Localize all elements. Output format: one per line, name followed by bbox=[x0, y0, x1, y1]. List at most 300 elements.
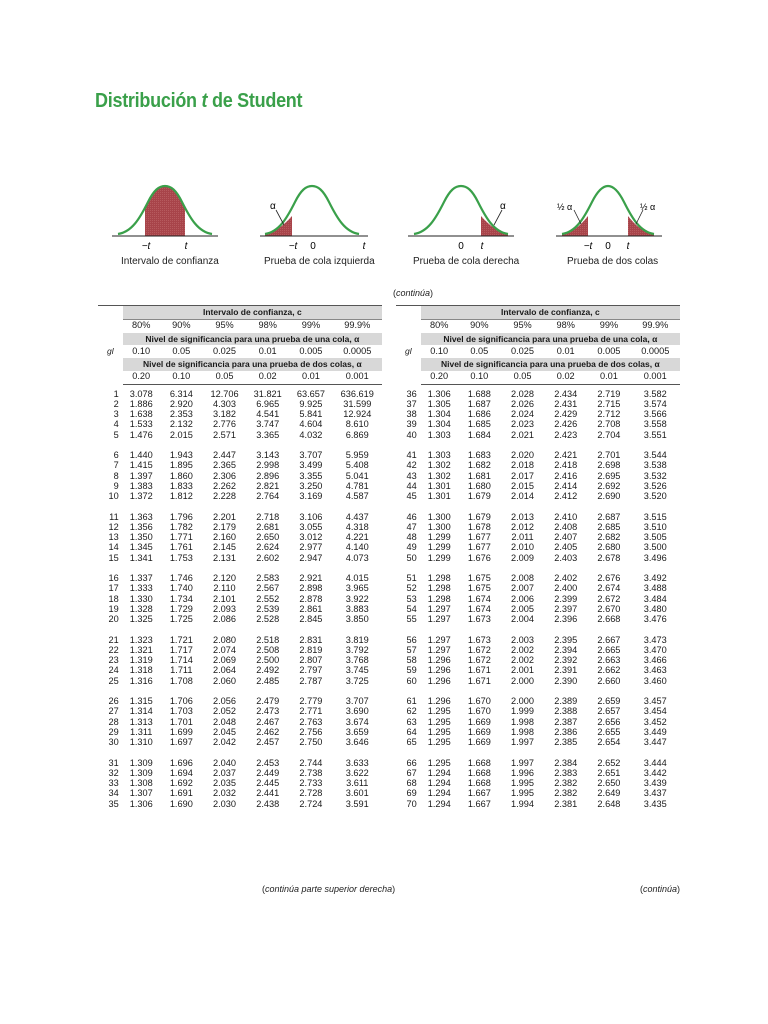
value-cell: 1.294 bbox=[427, 767, 451, 778]
df-cell: 59 bbox=[406, 665, 417, 676]
value-cell: 3.182 bbox=[213, 409, 237, 420]
table-row bbox=[396, 666, 680, 676]
df-cell: 53 bbox=[406, 593, 417, 604]
value-cell: 2.701 bbox=[597, 450, 621, 461]
two-tail-header: Nivel de significancia para una prueba de dos colas, α bbox=[421, 358, 680, 371]
value-cell: 2.414 bbox=[554, 480, 578, 491]
value-cell: 1.295 bbox=[427, 726, 451, 737]
value-cell: 1.328 bbox=[129, 603, 153, 614]
value-cell: 2.000 bbox=[511, 696, 535, 707]
table-row bbox=[396, 471, 680, 481]
value-cell: 2.391 bbox=[554, 665, 578, 676]
gl-label: gl bbox=[107, 346, 114, 357]
value-cell: 3.551 bbox=[643, 429, 667, 440]
value-cell: 1.670 bbox=[467, 696, 491, 707]
value-cell: 2.660 bbox=[597, 675, 621, 686]
value-cell: 1.721 bbox=[169, 634, 193, 645]
table-row bbox=[396, 738, 680, 748]
value-cell: 2.668 bbox=[597, 614, 621, 625]
diagram-confidence-interval bbox=[112, 186, 218, 252]
df-cell: 18 bbox=[108, 593, 119, 604]
value-cell: 2.000 bbox=[511, 675, 535, 686]
df-cell: 68 bbox=[406, 778, 417, 789]
two-tail-alpha: 0.05 bbox=[203, 371, 246, 385]
df-cell: 32 bbox=[108, 767, 119, 778]
table-row bbox=[98, 574, 382, 584]
one-tail-alpha: 0.05 bbox=[172, 345, 191, 356]
two-tail-alpha: 0.001 bbox=[333, 371, 382, 385]
value-cell: 1.886 bbox=[129, 398, 153, 409]
table-row bbox=[396, 717, 680, 727]
t-table-left bbox=[98, 305, 382, 809]
ci-level: 90% bbox=[458, 319, 501, 333]
value-cell: 1.998 bbox=[511, 716, 535, 727]
table-row bbox=[98, 543, 382, 553]
value-cell: 1.708 bbox=[169, 675, 193, 686]
df-cell: 20 bbox=[108, 614, 119, 625]
table-row bbox=[98, 461, 382, 471]
table-row bbox=[98, 512, 382, 522]
value-cell: 2.657 bbox=[597, 706, 621, 717]
value-cell: 1.682 bbox=[467, 460, 491, 471]
value-cell: 1.677 bbox=[467, 542, 491, 553]
value-cell: 3.442 bbox=[643, 767, 667, 778]
svg-text:t: t bbox=[626, 241, 630, 252]
value-cell: 2.383 bbox=[554, 767, 578, 778]
value-cell: 1.673 bbox=[467, 614, 491, 625]
value-cell: 2.384 bbox=[554, 757, 578, 768]
df-cell: 57 bbox=[406, 644, 417, 655]
value-cell: 2.012 bbox=[511, 521, 535, 532]
value-cell: 31.599 bbox=[343, 398, 372, 409]
value-cell: 2.898 bbox=[299, 583, 323, 594]
df-cell: 12 bbox=[108, 521, 119, 532]
df-cell: 7 bbox=[113, 460, 119, 471]
value-cell: 1.691 bbox=[169, 788, 193, 799]
one-tail-header: Nivel de significancia para una prueba de una cola, α bbox=[421, 333, 680, 346]
one-tail-alpha: 0.05 bbox=[470, 345, 489, 356]
value-cell: 8.610 bbox=[345, 419, 369, 430]
value-cell: 1.692 bbox=[169, 778, 193, 789]
df-cell: 51 bbox=[406, 573, 417, 584]
value-cell: 1.895 bbox=[169, 460, 193, 471]
value-cell: 1.363 bbox=[129, 511, 153, 522]
value-cell: 1.687 bbox=[467, 398, 491, 409]
value-cell: 12.706 bbox=[210, 388, 239, 399]
value-cell: 2.692 bbox=[597, 480, 621, 491]
value-cell: 2.708 bbox=[597, 419, 621, 430]
table-row bbox=[98, 604, 382, 614]
value-cell: 2.508 bbox=[256, 644, 280, 655]
table-row bbox=[98, 768, 382, 778]
value-cell: 3.466 bbox=[643, 655, 667, 666]
svg-text:0: 0 bbox=[310, 241, 316, 252]
table-row bbox=[98, 451, 382, 461]
value-cell: 2.920 bbox=[169, 398, 193, 409]
value-cell: 2.201 bbox=[213, 511, 237, 522]
value-cell: 1.729 bbox=[169, 603, 193, 614]
value-cell: 2.667 bbox=[597, 634, 621, 645]
value-cell: 1.998 bbox=[511, 726, 535, 737]
diagram-right-tail bbox=[408, 186, 514, 252]
value-cell: 1.294 bbox=[427, 788, 451, 799]
table-row bbox=[396, 389, 680, 399]
two-tail-alpha: 0.01 bbox=[289, 371, 332, 385]
df-cell: 9 bbox=[113, 480, 119, 491]
value-cell: 1.296 bbox=[427, 655, 451, 666]
table-row bbox=[396, 604, 680, 614]
value-cell: 3.707 bbox=[345, 696, 369, 707]
table-row bbox=[98, 420, 382, 430]
value-cell: 2.687 bbox=[597, 511, 621, 522]
value-cell: 1.684 bbox=[467, 429, 491, 440]
ci-level: 98% bbox=[246, 319, 289, 333]
gl-label: gl bbox=[405, 346, 412, 357]
value-cell: 3.437 bbox=[643, 788, 667, 799]
value-cell: 1.330 bbox=[129, 593, 153, 604]
value-cell: 1.711 bbox=[170, 665, 193, 676]
table-row bbox=[98, 615, 382, 625]
caption-confidence-interval: Intervalo de confianza bbox=[121, 256, 219, 267]
table-row bbox=[98, 594, 382, 604]
table-row bbox=[98, 399, 382, 409]
one-tail-alpha: 0.10 bbox=[430, 345, 449, 356]
value-cell: 2.947 bbox=[299, 552, 323, 563]
value-cell: 1.296 bbox=[427, 665, 451, 676]
value-cell: 2.672 bbox=[597, 593, 621, 604]
value-cell: 1.697 bbox=[169, 737, 193, 748]
value-cell: 2.718 bbox=[256, 511, 280, 522]
value-cell: 1.306 bbox=[129, 798, 153, 809]
table-row bbox=[98, 738, 382, 748]
df-cell: 29 bbox=[108, 726, 119, 737]
df-cell: 38 bbox=[406, 409, 417, 420]
df-cell: 40 bbox=[406, 429, 417, 440]
value-cell: 1.295 bbox=[427, 716, 451, 727]
value-cell: 2.013 bbox=[511, 511, 535, 522]
value-cell: 2.473 bbox=[256, 706, 280, 717]
value-cell: 9.925 bbox=[299, 398, 323, 409]
value-cell: 1.295 bbox=[427, 757, 451, 768]
value-cell: 2.431 bbox=[554, 398, 578, 409]
df-cell: 8 bbox=[113, 470, 119, 481]
df-cell: 67 bbox=[406, 767, 417, 778]
value-cell: 2.045 bbox=[213, 726, 237, 737]
value-cell: 1.302 bbox=[427, 460, 451, 471]
table-row bbox=[98, 492, 382, 502]
value-cell: 1.701 bbox=[169, 716, 193, 727]
svg-text:t: t bbox=[184, 241, 188, 252]
value-cell: 2.412 bbox=[554, 491, 578, 502]
two-tail-header: Nivel de significancia para una prueba de dos colas, α bbox=[123, 358, 382, 371]
value-cell: 2.040 bbox=[213, 757, 237, 768]
table-row bbox=[396, 584, 680, 594]
value-cell: 5.408 bbox=[345, 460, 369, 471]
two-tail-alpha: 0.20 bbox=[123, 371, 160, 385]
value-cell: 1.833 bbox=[169, 480, 193, 491]
value-cell: 3.449 bbox=[643, 726, 667, 737]
value-cell: 1.672 bbox=[467, 655, 491, 666]
value-cell: 1.685 bbox=[467, 419, 491, 430]
df-cell: 6 bbox=[113, 450, 119, 461]
value-cell: 1.679 bbox=[467, 511, 491, 522]
diagram-two-tails bbox=[556, 186, 662, 252]
value-cell: 1.303 bbox=[427, 429, 451, 440]
df-cell: 34 bbox=[108, 788, 119, 799]
value-cell: 1.782 bbox=[169, 521, 193, 532]
value-cell: 1.943 bbox=[169, 450, 193, 461]
value-cell: 1.860 bbox=[169, 470, 193, 481]
value-cell: 3.747 bbox=[256, 419, 280, 430]
value-cell: 3.850 bbox=[345, 614, 369, 625]
value-cell: 2.438 bbox=[256, 798, 280, 809]
df-cell: 22 bbox=[108, 644, 119, 655]
value-cell: 1.690 bbox=[169, 798, 193, 809]
table-row bbox=[396, 492, 680, 502]
value-cell: 1.703 bbox=[169, 706, 193, 717]
value-cell: 3.792 bbox=[345, 644, 369, 655]
df-cell: 1 bbox=[113, 388, 119, 399]
value-cell: 4.221 bbox=[345, 532, 369, 543]
value-cell: 2.921 bbox=[299, 573, 323, 584]
value-cell: 2.662 bbox=[597, 665, 621, 676]
one-tail-alpha: 0.0005 bbox=[343, 345, 372, 356]
value-cell: 1.638 bbox=[129, 409, 153, 420]
value-cell: 2.650 bbox=[597, 778, 621, 789]
value-cell: 2.663 bbox=[597, 655, 621, 666]
value-cell: 1.667 bbox=[467, 798, 491, 809]
value-cell: 2.004 bbox=[511, 614, 535, 625]
value-cell: 1.675 bbox=[467, 583, 491, 594]
table-row bbox=[396, 789, 680, 799]
value-cell: 3.745 bbox=[345, 665, 369, 676]
value-cell: 3.365 bbox=[256, 429, 280, 440]
one-tail-alpha: 0.01 bbox=[556, 345, 575, 356]
value-cell: 3.496 bbox=[643, 552, 667, 563]
value-cell: 2.382 bbox=[554, 778, 578, 789]
two-tail-alpha: 0.01 bbox=[587, 371, 630, 385]
table-row bbox=[98, 707, 382, 717]
ci-level: 95% bbox=[501, 319, 544, 333]
value-cell: 3.611 bbox=[346, 778, 369, 789]
value-cell: 2.998 bbox=[256, 460, 280, 471]
table-row bbox=[396, 420, 680, 430]
df-cell: 64 bbox=[406, 726, 417, 737]
value-cell: 3.169 bbox=[299, 491, 323, 502]
value-cell: 2.724 bbox=[299, 798, 323, 809]
value-cell: 2.005 bbox=[511, 603, 535, 614]
value-cell: 1.681 bbox=[467, 470, 491, 481]
value-cell: 2.388 bbox=[554, 706, 578, 717]
value-cell: 2.015 bbox=[511, 480, 535, 491]
one-tail-alpha: 0.025 bbox=[511, 345, 535, 356]
value-cell: 2.179 bbox=[213, 521, 237, 532]
value-cell: 3.463 bbox=[643, 665, 667, 676]
value-cell: 2.659 bbox=[597, 696, 621, 707]
value-cell: 3.452 bbox=[643, 716, 667, 727]
one-tail-alpha: 0.01 bbox=[258, 345, 277, 356]
value-cell: 1.679 bbox=[467, 491, 491, 502]
value-cell: 6.314 bbox=[169, 388, 193, 399]
value-cell: 2.441 bbox=[256, 788, 280, 799]
value-cell: 1.667 bbox=[467, 788, 491, 799]
value-cell: 2.410 bbox=[554, 511, 578, 522]
value-cell: 3.055 bbox=[299, 521, 323, 532]
value-cell: 2.110 bbox=[213, 583, 236, 594]
df-cell: 58 bbox=[406, 655, 417, 666]
value-cell: 3.520 bbox=[643, 491, 667, 502]
continued-note-top: (continúa) bbox=[393, 288, 434, 298]
df-cell: 43 bbox=[406, 470, 417, 481]
value-cell: 3.439 bbox=[643, 778, 667, 789]
value-cell: 2.120 bbox=[213, 573, 237, 584]
table-row bbox=[98, 717, 382, 727]
value-cell: 2.028 bbox=[511, 388, 535, 399]
value-cell: 2.977 bbox=[299, 542, 323, 553]
value-cell: 2.023 bbox=[511, 419, 535, 430]
value-cell: 1.440 bbox=[129, 450, 153, 461]
df-cell: 47 bbox=[406, 521, 417, 532]
footer-continued-right: (continúa) bbox=[640, 884, 681, 894]
table-row bbox=[98, 533, 382, 543]
value-cell: 1.669 bbox=[467, 726, 491, 737]
value-cell: 2.650 bbox=[256, 532, 280, 543]
table-row bbox=[396, 410, 680, 420]
value-cell: 3.473 bbox=[643, 634, 667, 645]
ci-level: 99.9% bbox=[333, 319, 382, 333]
page-title: Distribución t de Student bbox=[95, 90, 303, 112]
value-cell: 2.771 bbox=[299, 706, 323, 717]
value-cell: 1.678 bbox=[467, 521, 491, 532]
value-cell: 2.382 bbox=[554, 788, 578, 799]
value-cell: 2.080 bbox=[213, 634, 237, 645]
value-cell: 2.395 bbox=[554, 634, 578, 645]
table-row bbox=[98, 471, 382, 481]
value-cell: 1.313 bbox=[129, 716, 153, 727]
value-cell: 1.753 bbox=[169, 552, 193, 563]
value-cell: 1.341 bbox=[129, 552, 153, 563]
table-row bbox=[98, 779, 382, 789]
value-cell: 1.671 bbox=[467, 665, 491, 676]
df-cell: 46 bbox=[406, 511, 417, 522]
value-cell: 2.676 bbox=[597, 573, 621, 584]
value-cell: 1.680 bbox=[467, 480, 491, 491]
value-cell: 2.418 bbox=[554, 460, 578, 471]
value-cell: 1.734 bbox=[169, 593, 193, 604]
value-cell: 2.423 bbox=[554, 429, 578, 440]
table-row bbox=[98, 789, 382, 799]
value-cell: 1.294 bbox=[427, 778, 451, 789]
value-cell: 1.345 bbox=[129, 542, 153, 553]
caption-left-tail: Prueba de cola izquierda bbox=[264, 256, 375, 267]
value-cell: 1.295 bbox=[427, 737, 451, 748]
value-cell: 2.571 bbox=[213, 429, 237, 440]
value-cell: 2.421 bbox=[554, 450, 578, 461]
value-cell: 4.437 bbox=[345, 511, 369, 522]
table-row bbox=[98, 645, 382, 655]
value-cell: 2.056 bbox=[213, 696, 237, 707]
value-cell: 2.567 bbox=[256, 583, 280, 594]
ci-header: Intervalo de confianza, c bbox=[421, 306, 680, 320]
value-cell: 2.021 bbox=[511, 429, 535, 440]
df-cell: 42 bbox=[406, 460, 417, 471]
value-cell: 1.309 bbox=[129, 757, 153, 768]
value-cell: 3.499 bbox=[299, 460, 323, 471]
df-cell: 17 bbox=[108, 583, 119, 594]
value-cell: 2.819 bbox=[299, 644, 323, 655]
df-cell: 41 bbox=[406, 450, 417, 461]
table-row bbox=[98, 799, 382, 809]
value-cell: 1.372 bbox=[129, 491, 153, 502]
value-cell: 1.301 bbox=[427, 491, 451, 502]
df-cell: 11 bbox=[109, 511, 119, 522]
caption-two-tails: Prueba de dos colas bbox=[567, 256, 659, 267]
value-cell: 1.297 bbox=[427, 614, 451, 625]
value-cell: 2.405 bbox=[554, 542, 578, 553]
value-cell: 2.011 bbox=[511, 532, 534, 543]
value-cell: 1.476 bbox=[129, 429, 153, 440]
value-cell: 1.307 bbox=[129, 788, 153, 799]
value-cell: 1.356 bbox=[129, 521, 153, 532]
two-tail-alpha: 0.02 bbox=[246, 371, 289, 385]
value-cell: 1.397 bbox=[129, 470, 153, 481]
one-tail-alpha: 0.10 bbox=[132, 345, 151, 356]
value-cell: 6.965 bbox=[256, 398, 280, 409]
ci-level: 99.9% bbox=[631, 319, 680, 333]
value-cell: 1.350 bbox=[129, 532, 153, 543]
value-cell: 2.719 bbox=[597, 388, 621, 399]
value-cell: 1.994 bbox=[511, 798, 535, 809]
value-cell: 1.996 bbox=[511, 767, 535, 778]
value-cell: 2.032 bbox=[213, 788, 237, 799]
table-row bbox=[396, 656, 680, 666]
value-cell: 3.646 bbox=[345, 737, 369, 748]
value-cell: 2.403 bbox=[554, 552, 578, 563]
table-row bbox=[396, 430, 680, 440]
df-cell: 19 bbox=[108, 603, 119, 614]
value-cell: 2.624 bbox=[256, 542, 280, 553]
value-cell: 1.677 bbox=[467, 532, 491, 543]
footer-continued-left: (continúa parte superior derecha) bbox=[262, 884, 396, 894]
df-cell: 30 bbox=[108, 737, 119, 748]
value-cell: 1.304 bbox=[427, 409, 451, 420]
table-row bbox=[98, 584, 382, 594]
value-cell: 1.717 bbox=[169, 644, 193, 655]
df-cell: 45 bbox=[406, 491, 417, 502]
value-cell: 1.415 bbox=[129, 460, 153, 471]
svg-text:½ α: ½ α bbox=[557, 202, 573, 212]
value-cell: 3.510 bbox=[643, 521, 667, 532]
value-cell: 2.445 bbox=[256, 778, 280, 789]
value-cell: 1.668 bbox=[467, 757, 491, 768]
value-cell: 3.492 bbox=[643, 573, 667, 584]
table-row bbox=[396, 543, 680, 553]
ci-level: 95% bbox=[203, 319, 246, 333]
df-cell: 49 bbox=[406, 542, 417, 553]
value-cell: 1.812 bbox=[169, 491, 193, 502]
svg-text:½ α: ½ α bbox=[640, 202, 656, 212]
value-cell: 3.582 bbox=[643, 388, 667, 399]
value-cell: 1.675 bbox=[467, 573, 491, 584]
value-cell: 2.492 bbox=[256, 665, 280, 676]
svg-text:t: t bbox=[362, 241, 366, 252]
value-cell: 2.776 bbox=[213, 419, 237, 430]
value-cell: 4.303 bbox=[213, 398, 237, 409]
value-cell: 1.298 bbox=[427, 573, 451, 584]
table-row bbox=[396, 635, 680, 645]
value-cell: 1.311 bbox=[130, 726, 153, 737]
value-cell: 2.878 bbox=[299, 593, 323, 604]
